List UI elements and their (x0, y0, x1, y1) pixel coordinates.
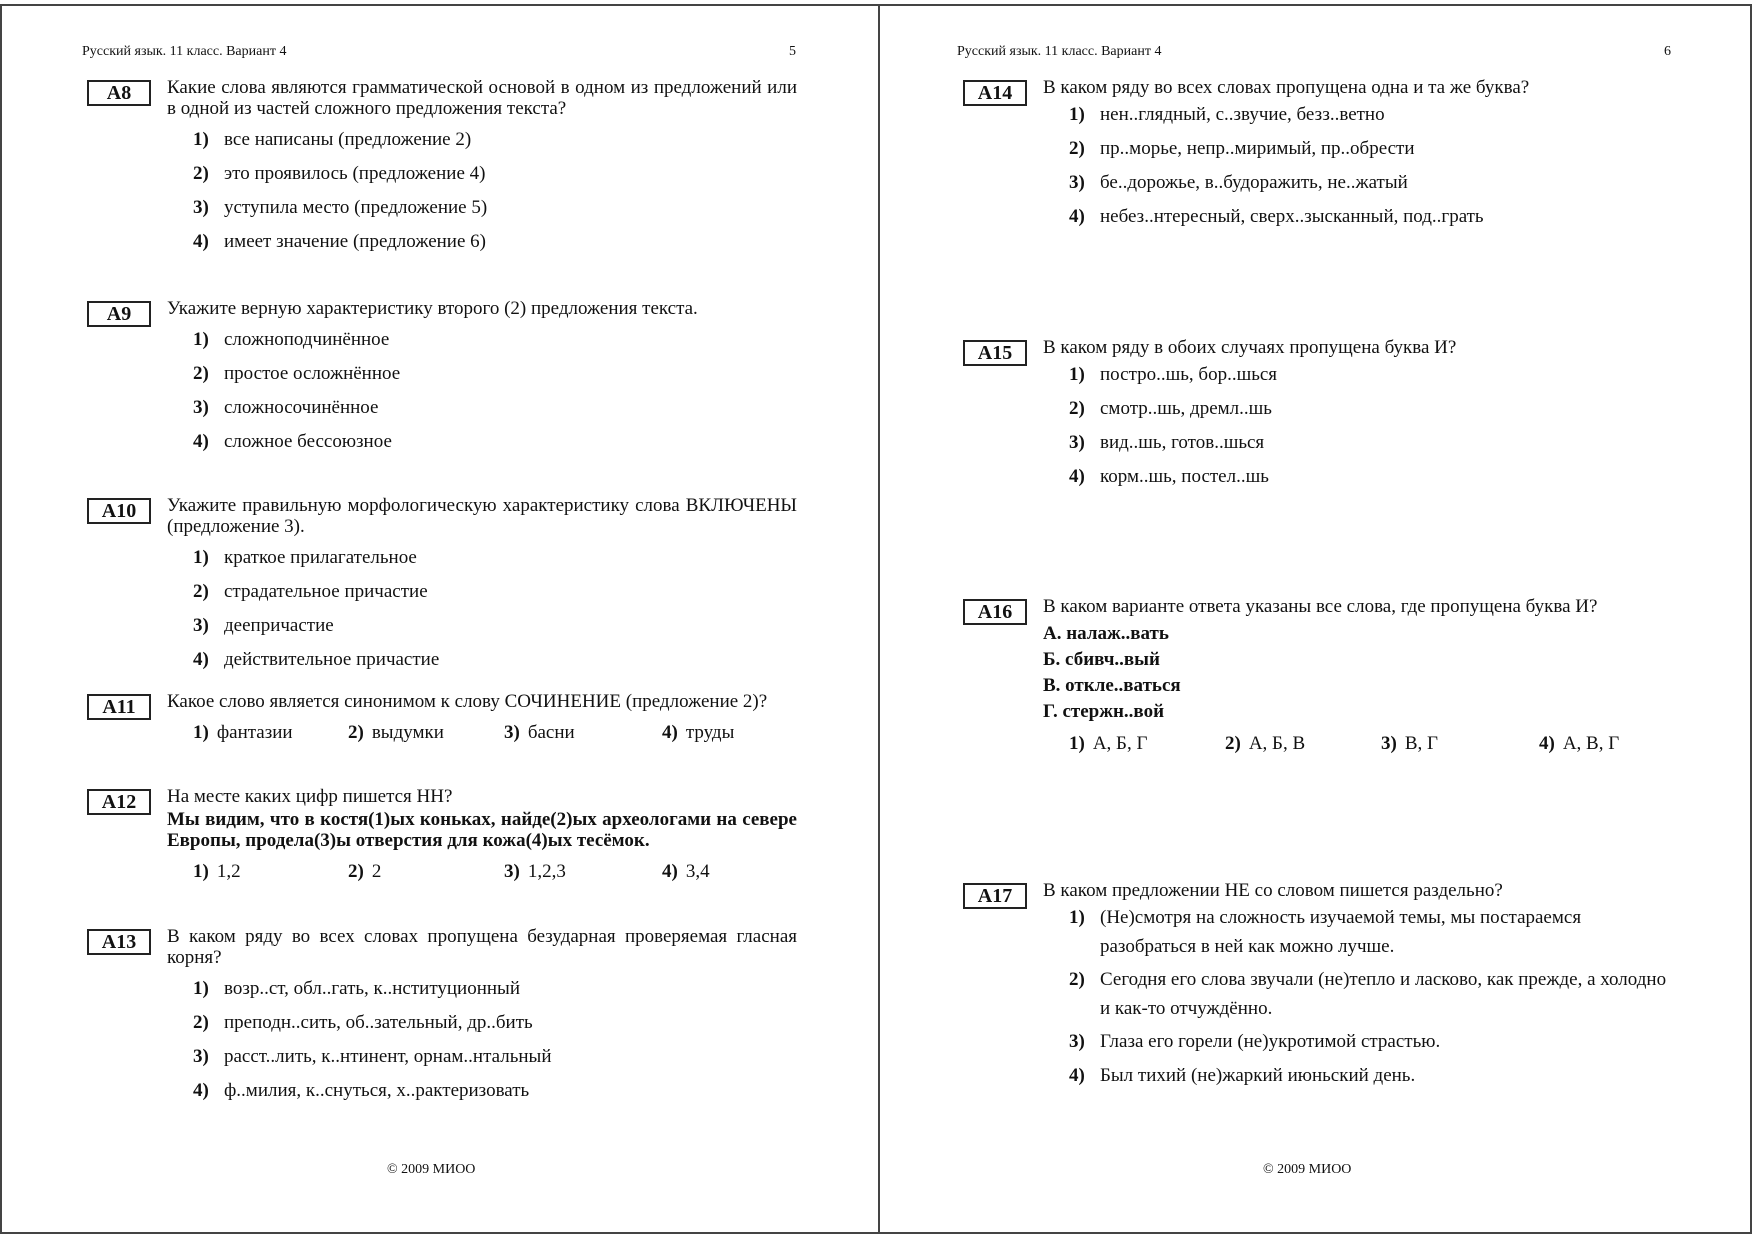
option-text: нен..глядный, с..звучие, безз..ветно (1100, 104, 1385, 125)
task-question: На месте каких цифр пишется НН? (167, 786, 453, 807)
option-number: 1) (1069, 104, 1085, 125)
answer-option (193, 857, 348, 886)
answer-option (504, 718, 662, 747)
answer-option (1069, 100, 1673, 130)
option-number: 2) (1069, 138, 1085, 159)
option-number: 3) (1069, 432, 1085, 453)
task-label: A12 (87, 789, 151, 815)
option-number: 2) (193, 581, 209, 602)
option-number: 1) (1069, 907, 1085, 928)
option-number: 3) (1381, 733, 1397, 754)
option-text: ф..милия, к..снуться, х..рактеризовать (224, 1080, 530, 1101)
answer-option (348, 857, 504, 886)
option-number: 4) (193, 1080, 209, 1101)
option-text: бе..дорожье, в..будоражить, не..жатый (1100, 172, 1408, 193)
option-number: 2) (1225, 733, 1241, 754)
option-text: 1,2,3 (527, 861, 566, 882)
task-label: A8 (87, 80, 151, 106)
answer-option (193, 543, 797, 573)
option-text: сложное бессоюзное (224, 431, 392, 452)
answer-options (167, 974, 797, 1106)
option-text: все написаны (предложение 2) (224, 129, 472, 150)
task-a16 (963, 596, 1673, 758)
option-text: А, В, Г (1562, 733, 1620, 754)
option-number: 4) (193, 431, 209, 452)
option-number: 1) (193, 861, 209, 882)
answer-options (1043, 360, 1673, 492)
option-text: 2 (371, 861, 382, 882)
option-text: преподн..сить, об..зательный, др..бить (224, 1012, 533, 1033)
answer-options (167, 718, 797, 747)
answer-option (193, 193, 797, 223)
option-text: Был тихий (не)жаркий июньский день. (1100, 1065, 1416, 1086)
option-text: сложноподчинённое (224, 329, 390, 350)
task-question: Укажите верную характеристику второго (2) предложения текста. (167, 298, 698, 319)
option-text: уступила место (предложение 5) (224, 197, 488, 218)
option-text: имеет значение (предложение 6) (224, 231, 486, 252)
word-list (1043, 621, 1673, 725)
answer-option (193, 227, 797, 257)
option-number: 1) (193, 129, 209, 150)
option-number: 3) (193, 197, 209, 218)
task-a11 (87, 691, 797, 747)
word-item: В. откле..ваться (1043, 675, 1181, 696)
answer-option (1069, 202, 1673, 232)
option-text: Глаза его горели (не)укротимой страстью. (1100, 1031, 1441, 1052)
option-number: 3) (504, 861, 520, 882)
answer-options (1043, 903, 1673, 1091)
option-text: Сегодня его слова звучали (не)тепло и ласково, как прежде, а холодно и как-то отчуждённо. (1100, 969, 1667, 1019)
option-text: 3,4 (685, 861, 710, 882)
option-number: 2) (193, 163, 209, 184)
answer-option (193, 1042, 797, 1072)
answer-option (193, 718, 348, 747)
option-number: 4) (193, 649, 209, 670)
answer-option (193, 359, 797, 389)
option-text: вид..шь, готов..шься (1100, 432, 1265, 453)
option-text: А, Б, Г (1092, 733, 1148, 754)
task-label: A17 (963, 883, 1027, 909)
task-label: A11 (87, 694, 151, 720)
task-a9 (87, 298, 797, 461)
answer-options (167, 325, 797, 457)
answer-option (1069, 729, 1225, 758)
answer-option (193, 1076, 797, 1106)
option-number: 1) (1069, 364, 1085, 385)
option-text: (Не)смотря на сложность изучаемой темы, мы постараемся разобраться в ней как можно лучше. (1100, 907, 1582, 957)
task-question: В каком ряду в обоих случаях пропущена буква И? (1043, 337, 1457, 358)
option-text: выдумки (371, 722, 444, 743)
answer-options (1043, 729, 1673, 758)
option-number: 2) (348, 861, 364, 882)
answer-option (1069, 903, 1673, 961)
answer-option (193, 577, 797, 607)
option-number: 3) (193, 1046, 209, 1067)
option-number: 4) (1069, 1065, 1085, 1086)
option-number: 1) (193, 978, 209, 999)
option-text: возр..ст, обл..гать, к..нституционный (224, 978, 520, 999)
page-number: 5 (789, 44, 796, 59)
task-question: Укажите правильную морфологическую характеристику слова ВКЛЮЧЕНЫ (предложение 3). (167, 495, 797, 537)
answer-option (662, 857, 710, 886)
task-a8 (87, 77, 797, 261)
option-text: простое осложнённое (224, 363, 401, 384)
answer-option (1069, 1027, 1673, 1057)
word-item: Г. стержн..вой (1043, 701, 1165, 722)
option-number: 4) (1069, 206, 1085, 227)
page-header: Русский язык. 11 класс. Вариант 4 (82, 44, 287, 59)
option-text: басни (527, 722, 575, 743)
page-header: Русский язык. 11 класс. Вариант 4 (957, 44, 1162, 59)
task-question: В каком ряду во всех словах пропущена безударная проверяемая гласная корня? (167, 926, 797, 968)
option-number: 3) (1069, 172, 1085, 193)
option-number: 3) (193, 615, 209, 636)
answer-option (193, 125, 797, 155)
answer-option (193, 974, 797, 1004)
task-a17 (963, 880, 1673, 1095)
answer-option (1069, 168, 1673, 198)
option-number: 4) (662, 861, 678, 882)
option-text: 1,2 (216, 861, 241, 882)
option-number: 2) (348, 722, 364, 743)
task-label: A13 (87, 929, 151, 955)
answer-option (1069, 965, 1673, 1023)
answer-option (193, 1008, 797, 1038)
task-label: A14 (963, 80, 1027, 106)
answer-option (1225, 729, 1381, 758)
answer-option (1069, 394, 1673, 424)
option-text: сложносочинённое (224, 397, 379, 418)
task-a14 (963, 77, 1673, 236)
option-text: постро..шь, бор..шься (1100, 364, 1278, 385)
option-number: 1) (193, 722, 209, 743)
answer-options (167, 543, 797, 675)
answer-option (193, 611, 797, 641)
answer-option (1069, 428, 1673, 458)
option-text: деепричастие (224, 615, 334, 636)
option-text: смотр..шь, дремл..шь (1100, 398, 1272, 419)
task-example-sentence: Мы видим, что в костя(1)ых коньках, найде(2)ых археологами на севере Европы, продела(3)ы отверстия для кожа(4)ых тесёмок. (167, 809, 797, 851)
option-text: это проявилось (предложение 4) (224, 163, 486, 184)
option-number: 3) (504, 722, 520, 743)
answer-option (1069, 462, 1673, 492)
answer-options (167, 125, 797, 257)
task-a13 (87, 926, 797, 1110)
option-text: расст..лить, к..нтинент, орнам..нтальный (224, 1046, 552, 1067)
option-text: действительное причастие (224, 649, 440, 670)
page-footer: © 2009 МИОО (1263, 1162, 1352, 1177)
answer-option (1069, 360, 1673, 390)
task-label: A9 (87, 301, 151, 327)
option-number: 2) (193, 1012, 209, 1033)
task-label: A15 (963, 340, 1027, 366)
right-page (880, 6, 1754, 1232)
task-question: В каком варианте ответа указаны все слова, где пропущена буква И? (1043, 596, 1598, 617)
task-label: A16 (963, 599, 1027, 625)
option-text: страдательное причастие (224, 581, 428, 602)
answer-options (1043, 100, 1673, 232)
answer-option (193, 159, 797, 189)
option-number: 3) (193, 397, 209, 418)
option-number: 1) (1069, 733, 1085, 754)
answer-option (1539, 729, 1619, 758)
option-text: В, Г (1404, 733, 1438, 754)
answer-option (348, 718, 504, 747)
option-number: 4) (1539, 733, 1555, 754)
answer-option (1069, 134, 1673, 164)
answer-option (504, 857, 662, 886)
task-a10 (87, 495, 797, 679)
answer-option (1381, 729, 1539, 758)
answer-option (193, 427, 797, 457)
option-text: пр..морье, непр..миримый, пр..обрести (1100, 138, 1415, 159)
exam-spread (0, 4, 1752, 1234)
answer-option (193, 325, 797, 355)
option-number: 1) (193, 547, 209, 568)
option-text: краткое прилагательное (224, 547, 417, 568)
option-text: труды (685, 722, 735, 743)
option-text: небез..нтересный, сверх..зысканный, под..грать (1100, 206, 1484, 227)
task-question: В каком предложении НЕ со словом пишется раздельно? (1043, 880, 1503, 901)
option-text: корм..шь, постел..шь (1100, 466, 1269, 487)
page-footer: © 2009 МИОО (387, 1162, 476, 1177)
task-label: A10 (87, 498, 151, 524)
option-number: 2) (193, 363, 209, 384)
task-a15 (963, 337, 1673, 496)
option-number: 4) (1069, 466, 1085, 487)
task-a12 (87, 786, 797, 886)
answer-option (1069, 1061, 1673, 1091)
option-text: А, Б, В (1248, 733, 1306, 754)
task-question: Какое слово является синонимом к слову СОЧИНЕНИЕ (предложение 2)? (167, 691, 768, 712)
option-number: 2) (1069, 969, 1085, 990)
option-number: 4) (193, 231, 209, 252)
answer-option (193, 645, 797, 675)
option-number: 1) (193, 329, 209, 350)
word-item: Б. сбивч..вый (1043, 649, 1160, 670)
answer-option (662, 718, 734, 747)
task-question: Какие слова являются грамматической основой в одном из предложений или в одной из частей сложного предложения текста? (167, 77, 797, 119)
word-item: А. налаж..вать (1043, 623, 1169, 644)
task-question: В каком ряду во всех словах пропущена одна и та же буква? (1043, 77, 1530, 98)
option-number: 4) (662, 722, 678, 743)
answer-option (193, 393, 797, 423)
option-number: 3) (1069, 1031, 1085, 1052)
left-page (2, 6, 878, 1232)
page-number: 6 (1664, 44, 1671, 59)
option-number: 2) (1069, 398, 1085, 419)
option-text: фантазии (216, 722, 293, 743)
answer-options (167, 857, 797, 886)
